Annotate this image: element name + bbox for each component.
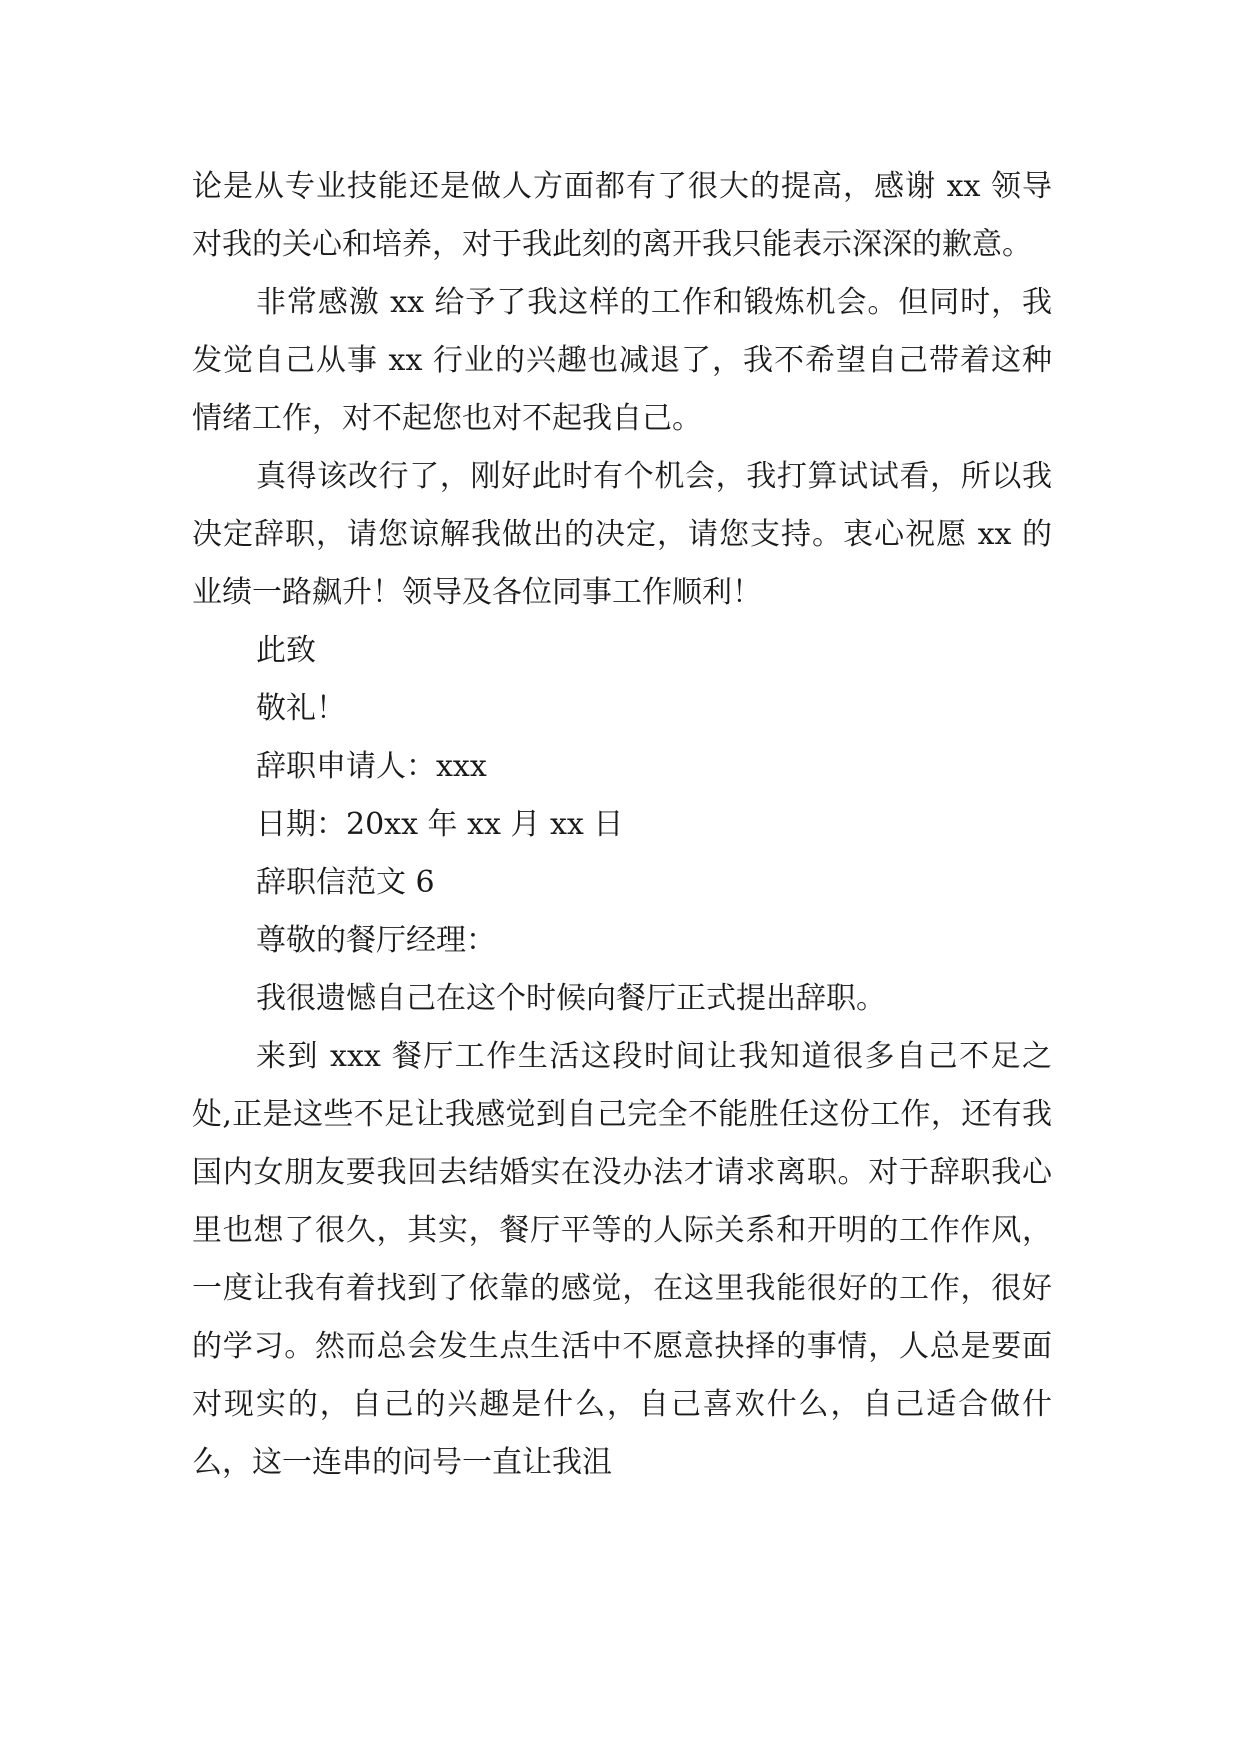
document-body: [192, 158, 1052, 1492]
paragraph-2: 非常感激 xx 给予了我这样的工作和锻炼机会。但同时，我发觉自己从事 xx 行业的兴趣也减退了，我不希望自己带着这种情绪工作，对不起您也对不起我自己。: [192, 285, 1052, 436]
letter-greeting: 尊敬的餐厅经理：: [256, 923, 496, 958]
signature-line: 辞职申请人：xxx: [256, 749, 487, 784]
paragraph-1: 论是从专业技能还是做人方面都有了很大的提高，感谢 xx 领导对我的关心和培养，对于我此刻的离开我只能表示深深的歉意。: [192, 169, 1052, 262]
paragraph-3: 真得该改行了，刚好此时有个机会，我打算试试看，所以我决定辞职，请您谅解我做出的决定，请您支持。衷心祝愿 xx 的业绩一路飙升！领导及各位同事工作顺利！: [192, 459, 1052, 610]
paragraph-5: 来到 xxx 餐厅工作生活这段时间让我知道很多自己不足之处,正是这些不足让我感觉到自己完全不能胜任这份工作，还有我国内女朋友要我回去结婚实在没办法才请求离职。对于辞职我心里也想了很久，其实，餐厅平等的人际关系和开明的工作作风，一度让我有着找到了依靠的感觉，在这里我能很好的工作，很好的学习。然而总会发生点生活中不愿意抉择的事情，人总是要面对现实的，自己的兴趣是什么，自己喜欢什么，自己适合做什么，这一连串的问号一直让我沮: [192, 1039, 1052, 1480]
closing-salutation: 此致: [256, 633, 316, 668]
closing-regards: 敬礼！: [256, 691, 346, 726]
section-heading: 辞职信范文 6: [256, 865, 435, 900]
paragraph-4: 我很遗憾自己在这个时候向餐厅正式提出辞职。: [256, 981, 886, 1016]
date-line: 日期：20xx 年 xx 月 xx 日: [256, 807, 624, 842]
